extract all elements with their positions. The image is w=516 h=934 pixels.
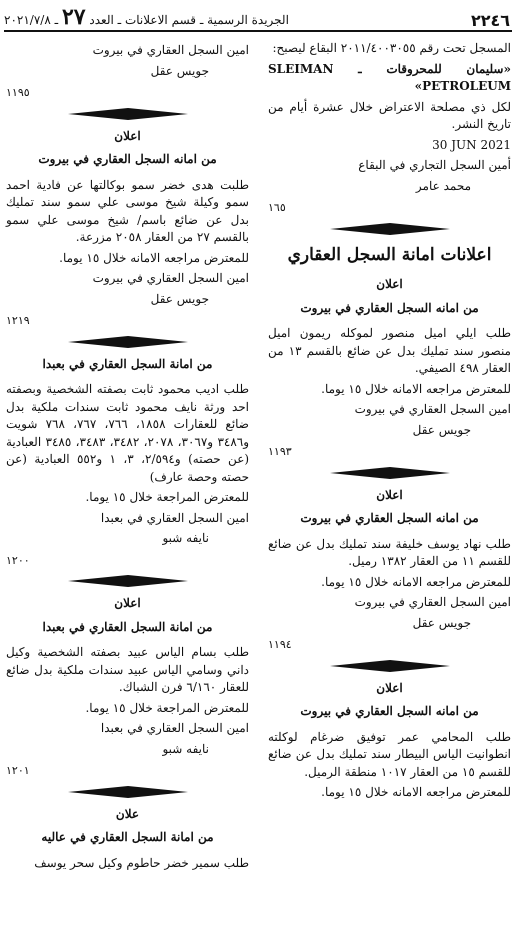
issue-date: ـ ٢٠٢١/٧/٨ [4,13,59,27]
notice-number: ١١٩٥ [6,86,30,99]
notice-heading: اعلان [376,680,403,695]
notice-subheading: من امانه السجل العقاري في بيروت [300,300,479,315]
objection-notice: للمعترض المراجعة خلال ١٥ يوما. [85,490,249,504]
separator-ornament [268,223,511,237]
signatory-name: محمد عامر [415,178,471,193]
registration-text: المسجل تحت رقم ٢٠١١/٤٠٠٣٠٥٥ البقاع ليصبح: [272,41,511,55]
signatory-name: جويس عقل [412,615,471,630]
separator-ornament [6,786,249,800]
signatory-title: امين السجل العقاري في بيروت [92,43,249,57]
page-header [4,4,512,32]
notice-subheading: من امانة السجل العقاري في عاليه [41,830,214,844]
notice-subheading: من امانه السجل العقاري في بيروت [300,704,479,718]
signatory-title: امين السجل العقاري في بعبدا [100,721,249,735]
right-column [268,40,511,805]
notice-subheading: من امانه السجل العقاري في بيروت [300,511,479,525]
notice-number: ١٢١٩ [6,314,30,327]
notice-heading: اعلان [114,596,141,610]
signatory-title: امين السجل العقاري في بيروت [354,402,511,416]
notice-number: ١١٩٤ [268,638,292,651]
notice-body: طلب المحامي عمر توفيق ضرغام لوكلته انطوانيت الياس البيطار سند تمليك بدل عن ضائع للقسم ١٥ من العقار ١٠١٧ منطقة الرميل. [268,729,511,779]
notice-number: ١٢٠١ [6,764,30,777]
separator-ornament [268,467,511,481]
notice-subheading: من امانه السجل العقاري في بيروت [38,152,217,166]
notice-heading: اعلان [376,277,403,291]
separator-ornament [6,108,249,122]
issue-number: ٢٧ [61,4,86,30]
signatory-title: امين السجل العقاري في بعبدا [100,510,249,525]
notice-number: ١٦٥ [268,201,286,214]
notice-subheading: من امانة السجل العقاري في بعبدا [42,619,213,634]
notice-date: 30 JUN 2021 [432,137,511,152]
signatory-name: جويس عقل [150,63,209,78]
signatory-title: امين السجل العقاري في بيروت [92,271,249,285]
objection-notice: لكل ذي مصلحة الاعتراض خلال عشرة أيام من تاريخ النشر. [268,99,511,131]
notice-body: طلب ايلي اميل منصور لموكله ريمون اميل منصور سند تمليك بدل عن ضائع بالقسم ١٣ من العقار ٤٩٨ الصيفي. [268,326,511,375]
notice-body: طلب اديب محمود ثابت بصفته الشخصية وبصفته احد ورثة نايف محمود ثابت سندات ملكية بدل ضائع للعقارات ١٨٥٨، ٧٦٦، ٧٦٧، ٧٦٨ شويت و٣٤٨٦ و٣٠٦٧، ٢٠٧٨، ٣٤٨٢، ٣٤٨٣، ٣٤٨٥ العبادية (عن حصته) و٢/٥٩٤، ٣، ١ و٥٥٢ العبادية (عن حصته وحصة عارف) [6,382,250,484]
left-column [6,40,249,875]
notice-body: طلب نهاد يوسف خليفة سند تمليك بدل عن ضائع للقسم ١١ من العقار ١٣٨٢ رميل. [268,536,511,568]
notice-number: ١٢٠٠ [6,553,30,567]
notice-body: طلب بسام الياس عبيد بصفته الشخصية وكيل داني وسامي الياس عبيد سندات ملكية بدل ضائع للعقار ٦/١٦٠ فرن الشباك. [6,645,249,694]
notice-heading: اعلان [376,487,403,502]
notice-heading: علان [115,806,140,821]
signatory-title: امين السجل العقاري في بيروت [354,595,511,609]
objection-notice: للمعترض مراجعه الامانه خلال ١٥ يوما. [59,250,249,265]
page-number: ٢٢٤٦ [470,11,510,30]
header-title-prefix: الجريدة الرسمية ـ قسم الاعلانات ـ العدد [89,13,289,27]
notice-body: طلب سمير خضر حاطوم وكيل سحر يوسف [34,855,249,870]
objection-notice: للمعترض مراجعه الامانه خلال ١٥ يوما. [321,785,511,799]
signatory-title: أمين السجل التجاري في البقاع [358,158,511,172]
separator-ornament [6,336,249,350]
company-name: «سليمان للمحروقات ـ SLEIMAN PETROLEUM» [268,61,511,93]
notice-heading: اعلان [114,128,141,143]
header-title [4,4,289,30]
notice-subheading: من امانة السجل العقاري في بعبدا [42,356,213,371]
signatory-name: جويس عقل [412,422,471,437]
notice-number: ١١٩٣ [268,445,292,458]
signatory-name: جويس عقل [150,291,209,306]
signatory-name: نايفه شبو [162,741,209,756]
notice-body: طلبت هدى خضر سمو بوكالتها عن فادية احمد سمو وكيلة شيخ موسى علي سمو سند تمليك بدل عن ضائع باسم/ شيخ موسى علي سمو بالقسم ٢٧ من العقار ٢٠٥٨ مزرعة. [6,177,249,244]
separator-ornament [6,575,249,589]
objection-notice: للمعترض مراجعه الامانه خلال ١٥ يوما. [321,381,511,396]
objection-notice: للمعترض المراجعة خلال ١٥ يوما. [85,700,249,715]
signatory-name: نايفه شبو [162,531,209,545]
separator-ornament [268,660,511,674]
objection-notice: للمعترض مراجعه الامانه خلال ١٥ يوما. [321,574,511,589]
section-title: اعلانات امانة السجل العقاري [287,244,492,265]
